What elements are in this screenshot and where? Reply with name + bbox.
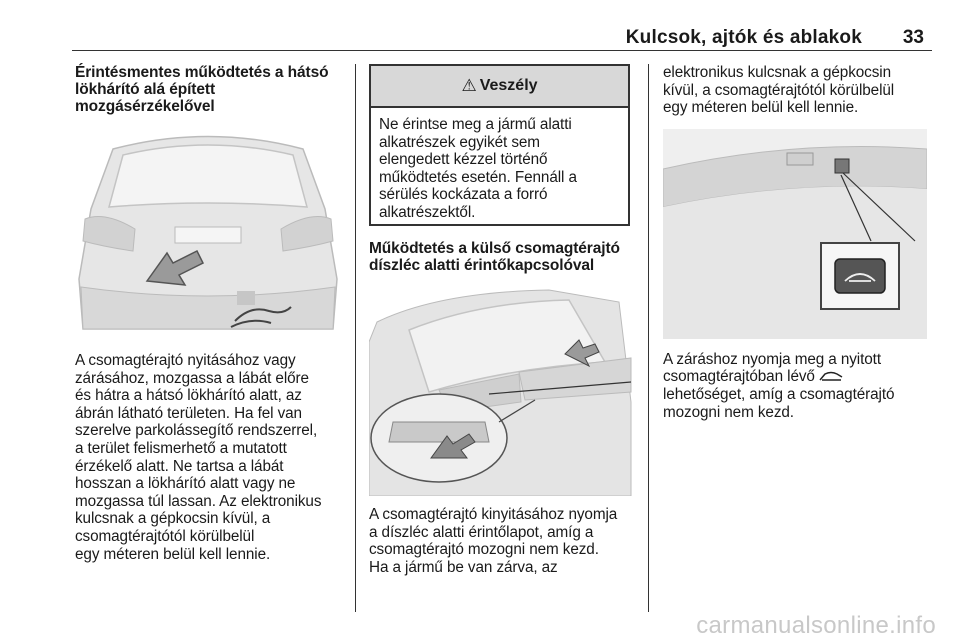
column-1 <box>75 64 345 563</box>
chapter-title: Kulcsok, ajtók és ablakok <box>625 27 862 48</box>
body-text-part: lehetőséget, amíg a csomagtérajtó mozogni nem kezd. <box>663 386 895 421</box>
tailgate-touch-pad-illustration <box>369 282 633 496</box>
column-2 <box>369 64 634 576</box>
tailgate-close-button-illustration <box>663 129 927 339</box>
column-divider <box>355 64 356 612</box>
danger-box-header <box>371 66 628 108</box>
page-header <box>72 0 932 51</box>
warning-triangle-icon: ⚠ <box>461 76 477 95</box>
section-heading: Érintésmentes működtetés a hátsó lökhárító alá épített mozgásérzékelővel <box>75 64 329 115</box>
danger-title: Veszély <box>479 77 538 94</box>
car-rear-foot-sensor-illustration <box>75 129 341 341</box>
body-paragraph: A csomagtérajtó kinyitásához nyomja a díszléc alatti érintőlapot, amíg a csomagtérajtó mozogni nem kezd. Ha a jármű be van zárva, az <box>369 506 618 576</box>
page-number: 33 <box>902 27 924 48</box>
watermark: carmanualsonline.info <box>696 612 936 639</box>
body-paragraph: A csomagtérajtó nyitásához vagy zárásához, mozgassa a lábát előre és hátra a hátsó lökhárító alatt, az ábrán látható területen. Ha fel van szerelve parkolássegítő rendszerrel, a terület felismerhető a mutatott érzékelő alatt. Ne tartsa a lábát hosszan a lökhárító alatt vagy ne mozgassa túl lassan. Az elektronikus kulcsnak a gépkocsin kívül, a csomagtérajtótól körülbelül egy méteren belül kell lennie. <box>75 352 322 563</box>
body-paragraph <box>663 351 931 422</box>
tailgate-icon <box>819 369 843 387</box>
body-text-part: A záráshoz nyomja meg a nyitott csomagtérajtóban lévő <box>663 350 881 386</box>
section-heading: Működtetés a külső csomagtérajtó díszléc alatti érintőkapcsolóval <box>369 240 620 274</box>
column-divider <box>648 64 649 612</box>
body-paragraph: elektronikus kulcsnak a gépkocsin kívül, a csomagtérajtótól körülbelül egy méteren belül kell lennie. <box>663 64 895 117</box>
danger-box <box>369 64 630 226</box>
column-3 <box>663 64 931 421</box>
danger-text: Ne érintse meg a jármű alatti alkatrészek egyikét sem elengedett kézzel történő működtetés esetén. Fennáll a sérülés kockázata a forró alkatrészektől. <box>379 116 577 221</box>
